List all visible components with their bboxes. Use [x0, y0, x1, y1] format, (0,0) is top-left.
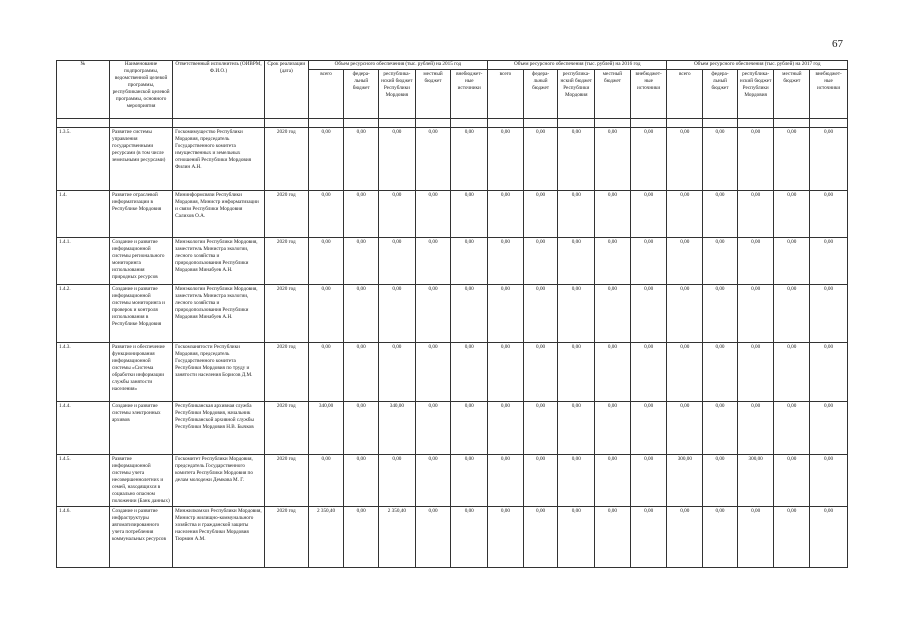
- table-body: [57, 119, 848, 568]
- row-value: 0,00: [630, 343, 667, 402]
- row-value: 0,00: [595, 285, 631, 343]
- table-row: [57, 238, 848, 285]
- row-value: 0,00: [630, 191, 667, 238]
- row-value: 0,00: [344, 507, 379, 568]
- header-subcolumn: республика-нский бюджет Республики Мордовия: [558, 70, 595, 119]
- row-value: 0,00: [737, 285, 774, 343]
- row-value: 0,00: [415, 455, 451, 507]
- header-subcolumn: местный бюджет: [595, 70, 631, 119]
- row-responsible: Госкомимущество Республики Мордовия, председатель Государственного комитета имущественных и земельных отношений Республики Мордовия Филин А.Н.: [173, 128, 265, 191]
- row-value: 0,00: [774, 238, 810, 285]
- row-value: 0,00: [703, 402, 738, 455]
- row-value: 0,00: [810, 402, 848, 455]
- row-value: 0,00: [737, 507, 774, 568]
- header-name: Наименование подпрограммы, ведомственной целевой программы, республиканской целевой программы, основного мероприятия: [109, 61, 172, 119]
- row-number: 1.4.5.: [57, 455, 110, 507]
- row-value: 0,00: [810, 128, 848, 191]
- row-value: 0,00: [308, 238, 344, 285]
- header-subcolumn: всего: [667, 70, 703, 119]
- row-value: 0,00: [523, 402, 558, 455]
- row-value: 0,00: [703, 238, 738, 285]
- row-value: 0,00: [308, 191, 344, 238]
- row-value: 0,00: [630, 455, 667, 507]
- row-value: 0,00: [810, 343, 848, 402]
- row-responsible: Минэкологии Республики Мордовия, заместитель Министра экологии, лесного хозяйства и природопользования Республики Мордовия Минабуев А.Н.: [173, 285, 265, 343]
- header-subcolumn: республика-нский бюджет Республики Мордовия: [379, 70, 416, 119]
- row-value: 0,00: [451, 238, 488, 285]
- header-num: №: [57, 61, 110, 119]
- row-value: 0,00: [344, 191, 379, 238]
- row-name: Создание и развитие системы электронных архивов: [109, 402, 172, 455]
- table-row: [57, 402, 848, 455]
- row-value: 0,00: [774, 343, 810, 402]
- row-value: 0,00: [415, 343, 451, 402]
- row-value: 0,00: [737, 238, 774, 285]
- row-value: 0,00: [451, 191, 488, 238]
- spacer-row: [57, 119, 848, 128]
- row-value: 0,00: [488, 191, 524, 238]
- table-row: [57, 128, 848, 191]
- page-number: 67: [832, 38, 843, 50]
- row-value: 0,00: [379, 285, 416, 343]
- row-value: 0,00: [415, 507, 451, 568]
- row-value: 0,00: [344, 455, 379, 507]
- row-value: 0,00: [595, 343, 631, 402]
- row-value: 0,00: [703, 285, 738, 343]
- header-group-2015: Объем ресурсного обеспечения (тыс. рублей) на 2015 год: [308, 61, 487, 70]
- row-value: 0,00: [595, 507, 631, 568]
- row-value: 0,00: [344, 128, 379, 191]
- row-term: 2020 год: [264, 128, 308, 191]
- header-subcolumn: внебюджет-ные источники: [451, 70, 488, 119]
- row-value: 0,00: [774, 402, 810, 455]
- row-value: 0,00: [774, 285, 810, 343]
- row-name: Создание и развитие информационной системы регионального мониторинга использования природных ресурсов: [109, 238, 172, 285]
- row-value: 0,00: [737, 343, 774, 402]
- row-value: 0,00: [379, 128, 416, 191]
- row-value: 0,00: [451, 455, 488, 507]
- row-name: Создание и развитие информационной системы мониторинга и проверок и контроля использования в Республике Мордовия: [109, 285, 172, 343]
- row-value: 0,00: [667, 285, 703, 343]
- row-value: 0,00: [558, 285, 595, 343]
- row-value: 0,00: [703, 191, 738, 238]
- row-number: 1.3.5.: [57, 128, 110, 191]
- header-row-groups: [57, 61, 848, 70]
- row-number: 1.4.1.: [57, 238, 110, 285]
- row-number: 1.4.3.: [57, 343, 110, 402]
- row-value: 340,00: [308, 402, 344, 455]
- row-value: 0,00: [703, 128, 738, 191]
- row-term: 2020 год: [264, 343, 308, 402]
- row-value: 0,00: [523, 191, 558, 238]
- row-value: 0,00: [451, 128, 488, 191]
- row-responsible: Республиканская архивная служба Республики Мордовия, начальник Республиканской архивной службы Республики Мордовия Н.В. Бычков: [173, 402, 265, 455]
- row-value: 0,00: [558, 455, 595, 507]
- row-value: 0,00: [344, 238, 379, 285]
- row-value: 0,00: [451, 343, 488, 402]
- row-value: 0,00: [810, 455, 848, 507]
- row-value: 0,00: [810, 507, 848, 568]
- row-value: 0,00: [344, 402, 379, 455]
- row-value: 0,00: [379, 238, 416, 285]
- row-value: 0,00: [523, 238, 558, 285]
- row-value: 0,00: [488, 285, 524, 343]
- row-value: 0,00: [630, 402, 667, 455]
- header-subcolumn: внебюджет-ные источники: [630, 70, 667, 119]
- row-responsible: Госкомитет Республики Мордовия, председатель Государственного комитета Республики Мордовия по делам молодежи Демкова М. Г.: [173, 455, 265, 507]
- row-value: 0,00: [415, 128, 451, 191]
- row-value: 0,00: [703, 507, 738, 568]
- row-value: 0,00: [774, 507, 810, 568]
- header-subcolumn: местный бюджет: [415, 70, 451, 119]
- row-value: 0,00: [810, 191, 848, 238]
- row-value: 0,00: [523, 285, 558, 343]
- row-value: 0,00: [630, 128, 667, 191]
- row-term: 2020 год: [264, 191, 308, 238]
- header-subcolumn: местный бюджет: [774, 70, 810, 119]
- row-value: 2 350,40: [379, 507, 416, 568]
- row-value: 0,00: [558, 343, 595, 402]
- row-value: 0,00: [308, 455, 344, 507]
- header-responsible: Ответственный исполнитель (ОИВРМ, Ф.И.О.): [173, 61, 265, 119]
- row-value: 0,00: [630, 507, 667, 568]
- row-value: 0,00: [488, 238, 524, 285]
- row-value: 0,00: [415, 285, 451, 343]
- row-value: 0,00: [488, 507, 524, 568]
- row-name: Создание и развитие инфраструктуры автоматизированного учета потребления коммунальных ресурсов: [109, 507, 172, 568]
- row-value: 0,00: [488, 402, 524, 455]
- row-value: 2 350,40: [308, 507, 344, 568]
- row-value: 0,00: [558, 402, 595, 455]
- row-value: 0,00: [595, 238, 631, 285]
- row-term: 2020 год: [264, 402, 308, 455]
- row-value: 0,00: [595, 402, 631, 455]
- row-value: 0,00: [667, 238, 703, 285]
- header-subcolumn: федера-льный бюджет: [523, 70, 558, 119]
- row-value: 0,00: [415, 402, 451, 455]
- row-value: 0,00: [451, 285, 488, 343]
- header-term: Срок реализации (дата): [264, 61, 308, 119]
- row-value: 0,00: [558, 507, 595, 568]
- row-value: 0,00: [488, 128, 524, 191]
- row-responsible: Мининформсвязи Республики Мордовия, Министр информатизации и связи Республики Мордовия Салихов О.А.: [173, 191, 265, 238]
- row-value: 0,00: [737, 191, 774, 238]
- row-term: 2020 год: [264, 238, 308, 285]
- header-group-2017: Объем ресурсного обеспечения (тыс. рублей) на 2017 год: [667, 61, 848, 70]
- row-value: 0,00: [774, 128, 810, 191]
- header-subcolumn: всего: [488, 70, 524, 119]
- row-value: 0,00: [774, 455, 810, 507]
- row-value: 0,00: [630, 238, 667, 285]
- row-value: 0,00: [630, 285, 667, 343]
- row-value: 0,00: [595, 191, 631, 238]
- row-number: 1.4.2.: [57, 285, 110, 343]
- row-value: 0,00: [667, 343, 703, 402]
- table-row: [57, 191, 848, 238]
- row-value: 0,00: [737, 128, 774, 191]
- row-value: 0,00: [703, 343, 738, 402]
- row-value: 0,00: [308, 285, 344, 343]
- row-value: 0,00: [488, 455, 524, 507]
- row-name: Развитие отраслевой информатизации в Республике Мордовия: [109, 191, 172, 238]
- row-value: 0,00: [523, 455, 558, 507]
- row-value: 0,00: [810, 238, 848, 285]
- row-responsible: Минэкологии Республики Мордовия, заместитель Министра экологии, лесного хозяйства и природопользования Республики Мордовия Минабуев А.Н.: [173, 238, 265, 285]
- row-value: 0,00: [667, 402, 703, 455]
- table-row: [57, 455, 848, 507]
- table-row: [57, 285, 848, 343]
- row-value: 0,00: [558, 128, 595, 191]
- table-row: [57, 343, 848, 402]
- row-value: 0,00: [523, 507, 558, 568]
- row-value: 0,00: [344, 343, 379, 402]
- row-value: 0,00: [737, 402, 774, 455]
- row-value: 0,00: [379, 191, 416, 238]
- row-number: 1.4.4.: [57, 402, 110, 455]
- header-subcolumn: федера-льный бюджет: [344, 70, 379, 119]
- resource-table: [56, 60, 848, 568]
- row-value: 0,00: [523, 128, 558, 191]
- row-value: 0,00: [379, 455, 416, 507]
- row-value: 0,00: [595, 128, 631, 191]
- row-responsible: Госкомзанятости Республики Мордовия, председатель Государственного комитета Республики Мордовия по труду и занятости населения Борисов Д.М.: [173, 343, 265, 402]
- header-subcolumn: федера-льный бюджет: [703, 70, 738, 119]
- row-value: 0,00: [595, 455, 631, 507]
- header-subcolumn: внебюджет-ные источники: [810, 70, 848, 119]
- row-value: 0,00: [344, 285, 379, 343]
- row-number: 1.4.: [57, 191, 110, 238]
- row-value: 0,00: [558, 238, 595, 285]
- row-number: 1.4.6.: [57, 507, 110, 568]
- row-value: 0,00: [810, 285, 848, 343]
- row-value: 0,00: [667, 191, 703, 238]
- row-value: 0,00: [308, 343, 344, 402]
- row-term: 2020 год: [264, 455, 308, 507]
- row-value: 0,00: [451, 507, 488, 568]
- row-value: 0,00: [379, 343, 416, 402]
- row-value: 0,00: [451, 402, 488, 455]
- row-value: 0,00: [523, 343, 558, 402]
- row-name: Развитие информационной системы учета несовершеннолетних и семей, находящихся в социально опасном положении (Банк данных): [109, 455, 172, 507]
- row-value: 0,00: [488, 343, 524, 402]
- row-name: Развитие и обеспечение функционирования информационной системы «Система обработки информации службы занятости населения»: [109, 343, 172, 402]
- header-subcolumn: республика-нский бюджет Республики Мордовия: [737, 70, 774, 119]
- header-subcolumn: всего: [308, 70, 344, 119]
- row-value: 0,00: [558, 191, 595, 238]
- row-term: 2020 год: [264, 507, 308, 568]
- row-value: 0,00: [774, 191, 810, 238]
- row-term: 2020 год: [264, 285, 308, 343]
- row-value: 300,00: [667, 455, 703, 507]
- row-value: 300,00: [737, 455, 774, 507]
- row-responsible: Минжилкомхоз Республики Мордовия, Министр жилищно-коммунального хозяйства и гражданской защиты населения Республики Мордовия Тюрмин А.М.: [173, 507, 265, 568]
- row-value: 0,00: [415, 191, 451, 238]
- table-row: [57, 507, 848, 568]
- row-value: 0,00: [667, 507, 703, 568]
- row-value: 0,00: [667, 128, 703, 191]
- header-group-2016: Объем ресурсного обеспечения (тыс. рублей) на 2016 год: [488, 61, 667, 70]
- row-value: 0,00: [415, 238, 451, 285]
- row-value: 0,00: [703, 455, 738, 507]
- row-value: 340,00: [379, 402, 416, 455]
- row-name: Развитие системы управления государственными ресурсами (в том числе земельными ресурсами): [109, 128, 172, 191]
- row-value: 0,00: [308, 128, 344, 191]
